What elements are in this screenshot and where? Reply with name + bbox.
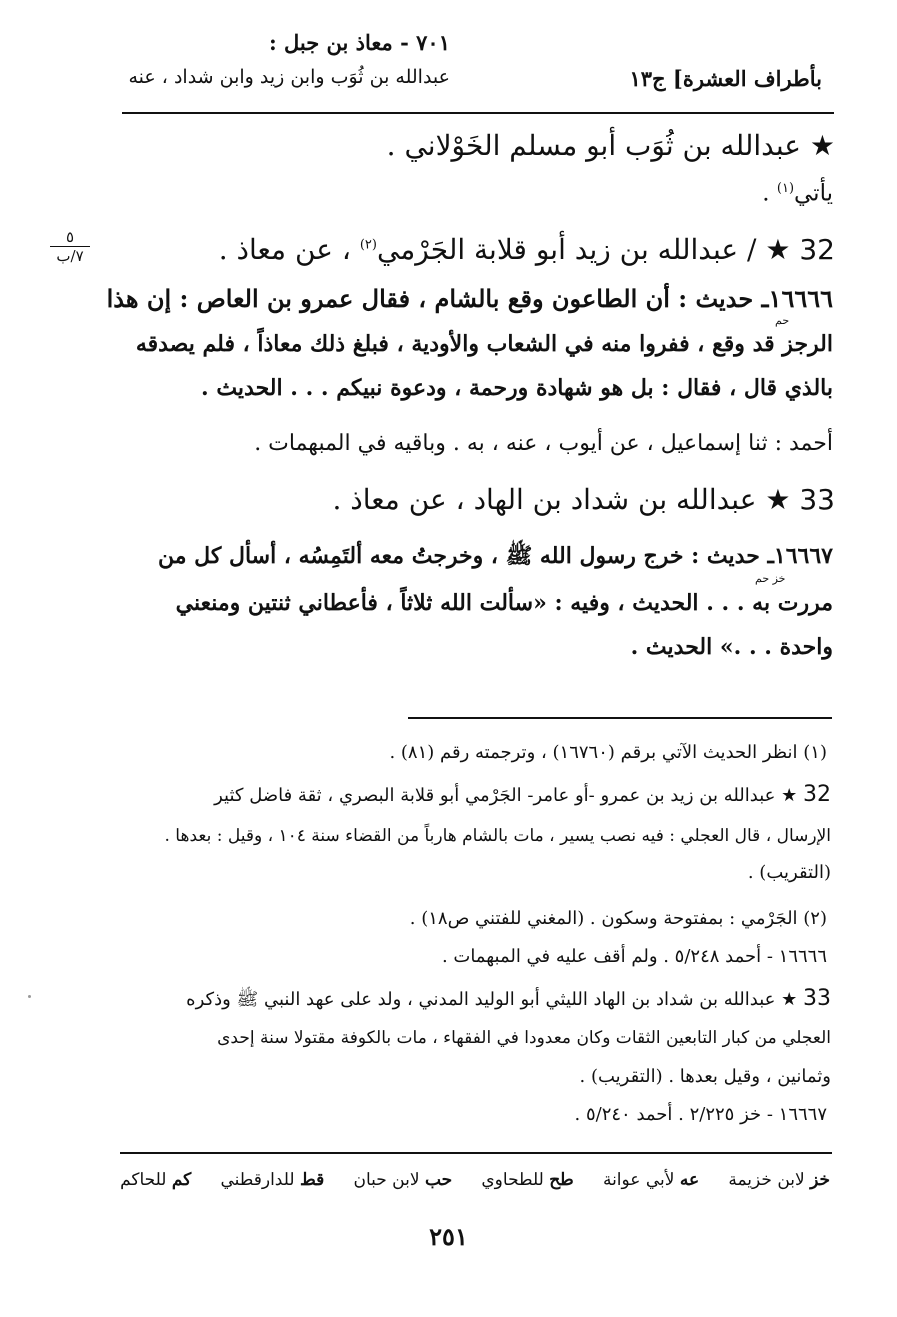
hadith-16667-line1: ١٦٦٦٧ـ حديث : خرج رسول الله ﷺ ، وخرجتُ معه ألتَمِسُه ، أسأل كل من (157, 543, 833, 569)
abbr-label: لأبي عوانة (602, 1170, 675, 1190)
scan-speck (28, 995, 31, 998)
bio-32-number: 32 (803, 782, 831, 807)
footnote-ref: (٢) (359, 237, 377, 253)
bio-33-line1 (186, 986, 831, 1014)
hadith-16666-line1: ١٦٦٦٦ـ حديث : أن الطاعون وقع بالشام ، فقال عمرو بن العاص : إن هذا (106, 284, 833, 313)
bio-32-line3: (التقريب) . (747, 862, 831, 883)
section-title: ٧٠١ - معاذ بن جبل : (268, 30, 450, 55)
entry1-note-text: يأتي (794, 180, 833, 207)
abbr-item (728, 1170, 830, 1190)
abbr-label: للطحاوي (481, 1170, 544, 1190)
abbr-label: للحاكم (120, 1170, 167, 1190)
bio-33-line2: العجلي من كبار التابعين الثقات وكان معدودا في الفقهاء ، مات بالكوفة مقتولا سنة إحدى (217, 1028, 831, 1048)
abbr-item (603, 1170, 699, 1190)
hadith-16667-line2: مررت به . . . الحديث ، وفيه : «سألت الله ثلاثاً ، فأعطاني ثنتين ومنعني (175, 590, 833, 616)
book-title: بأطراف العشرة] ج١٣ (629, 66, 822, 91)
bio-32-line1 (214, 782, 831, 807)
entry2-title (218, 233, 835, 266)
abbr-item (221, 1170, 325, 1190)
abbr-item (481, 1170, 573, 1190)
entry3-number: 33 (799, 483, 835, 516)
abbr-code: حب (424, 1170, 453, 1190)
bio-33-line3: وثمانين ، وقيل بعدها . (التقريب) . (579, 1066, 831, 1087)
abbr-item (120, 1170, 191, 1190)
entry2-end: ، عن معاذ . (218, 233, 360, 266)
bio-33-number: 33 (803, 986, 831, 1011)
abbr-label: لابن حبان (353, 1170, 420, 1190)
entry1-note-end: . (762, 180, 777, 207)
hadith-16666-line2: الرجز قد وقع ، ففروا منه في الشعاب والأودية ، فبلغ ذلك معاذاً ، فلم يصدقه (135, 331, 833, 357)
footnote-2: (٢) الجَرْمي : بمفتوحة وسكون . (المغني للفتني ص١٨) . (409, 908, 827, 929)
entry3-title (332, 483, 836, 516)
reference-16666: ١٦٦٦٦ - أحمد ٥/٢٤٨ . ولم أقف عليه في المبهمات . (441, 946, 827, 967)
entry1-title: ★ عبدالله بن ثُوَب أبو مسلم الخَوْلاني . (386, 129, 835, 162)
abbr-code: كم (171, 1170, 192, 1190)
page-number: ٢٥١ (429, 1222, 468, 1251)
margin-note (50, 228, 90, 265)
margin-note-bottom: ٧/ب (50, 246, 90, 265)
entry2-number: 32 (799, 233, 835, 266)
bio-33-text: ★ عبدالله بن شداد بن الهاد الليثي أبو الوليد المدني ، ولد على عهد النبي ﷺ وذكره (186, 989, 803, 1010)
hadith-16666-chain: أحمد : ثنا إسماعيل ، عن أيوب ، عنه ، به . وباقيه في المبهمات . (254, 431, 833, 456)
hadith-16667-source-tag: خز حم (755, 572, 786, 585)
abbreviation-legend (120, 1170, 830, 1190)
bio-32-line2: الإرسال ، قال العجلي : فيه نصب يسير ، مات بالشام هارباً من القضاء سنة ١٠٤ ، وقيل : بعدها . (164, 826, 831, 846)
abbr-item (353, 1170, 452, 1190)
footnote-rule (408, 717, 832, 719)
abbr-code: عه (679, 1170, 700, 1190)
entry1-note (762, 182, 833, 206)
header-subtitle: عبدالله بن ثُوَب وابن زيد وابن شداد ، عنه (128, 66, 450, 88)
bio-32-text: ★ عبدالله بن زيد بن عمرو -أو عامر- الجَرْمي أبو قلابة البصري ، ثقة فاضل كثير (214, 785, 803, 806)
hadith-16667-line3: واحدة . . .» الحديث . (630, 634, 833, 660)
footnote-1: (١) انظر الحديث الآتي برقم (١٦٧٦٠) ، وترجمته رقم (٨١) . (389, 742, 827, 763)
margin-note-top: ٥ (65, 228, 75, 246)
bottom-rule (120, 1152, 832, 1154)
hadith-16666-source-tag: حم (775, 314, 790, 327)
reference-16667: ١٦٦٦٧ - خز ٢/٢٢٥ . أحمد ٥/٢٤٠ . (574, 1104, 827, 1125)
header-rule (122, 112, 834, 114)
footnote-ref: (١) (776, 181, 795, 196)
abbr-label: لابن خزيمة (728, 1170, 805, 1190)
abbr-label: للدارقطني (220, 1170, 295, 1190)
abbr-code: قط (299, 1170, 325, 1190)
hadith-16666-line3: بالذي قال ، فقال : بل هو شهادة ورحمة ، ودعوة نبيكم . . . الحديث . (201, 375, 833, 401)
entry3-text: ★ عبدالله بن شداد بن الهاد ، عن معاذ . (332, 483, 800, 516)
abbr-code: طح (549, 1170, 574, 1190)
entry2-text: ★ / عبدالله بن زيد أبو قلابة الجَرْمي (376, 233, 800, 266)
abbr-code: خز (810, 1170, 830, 1190)
